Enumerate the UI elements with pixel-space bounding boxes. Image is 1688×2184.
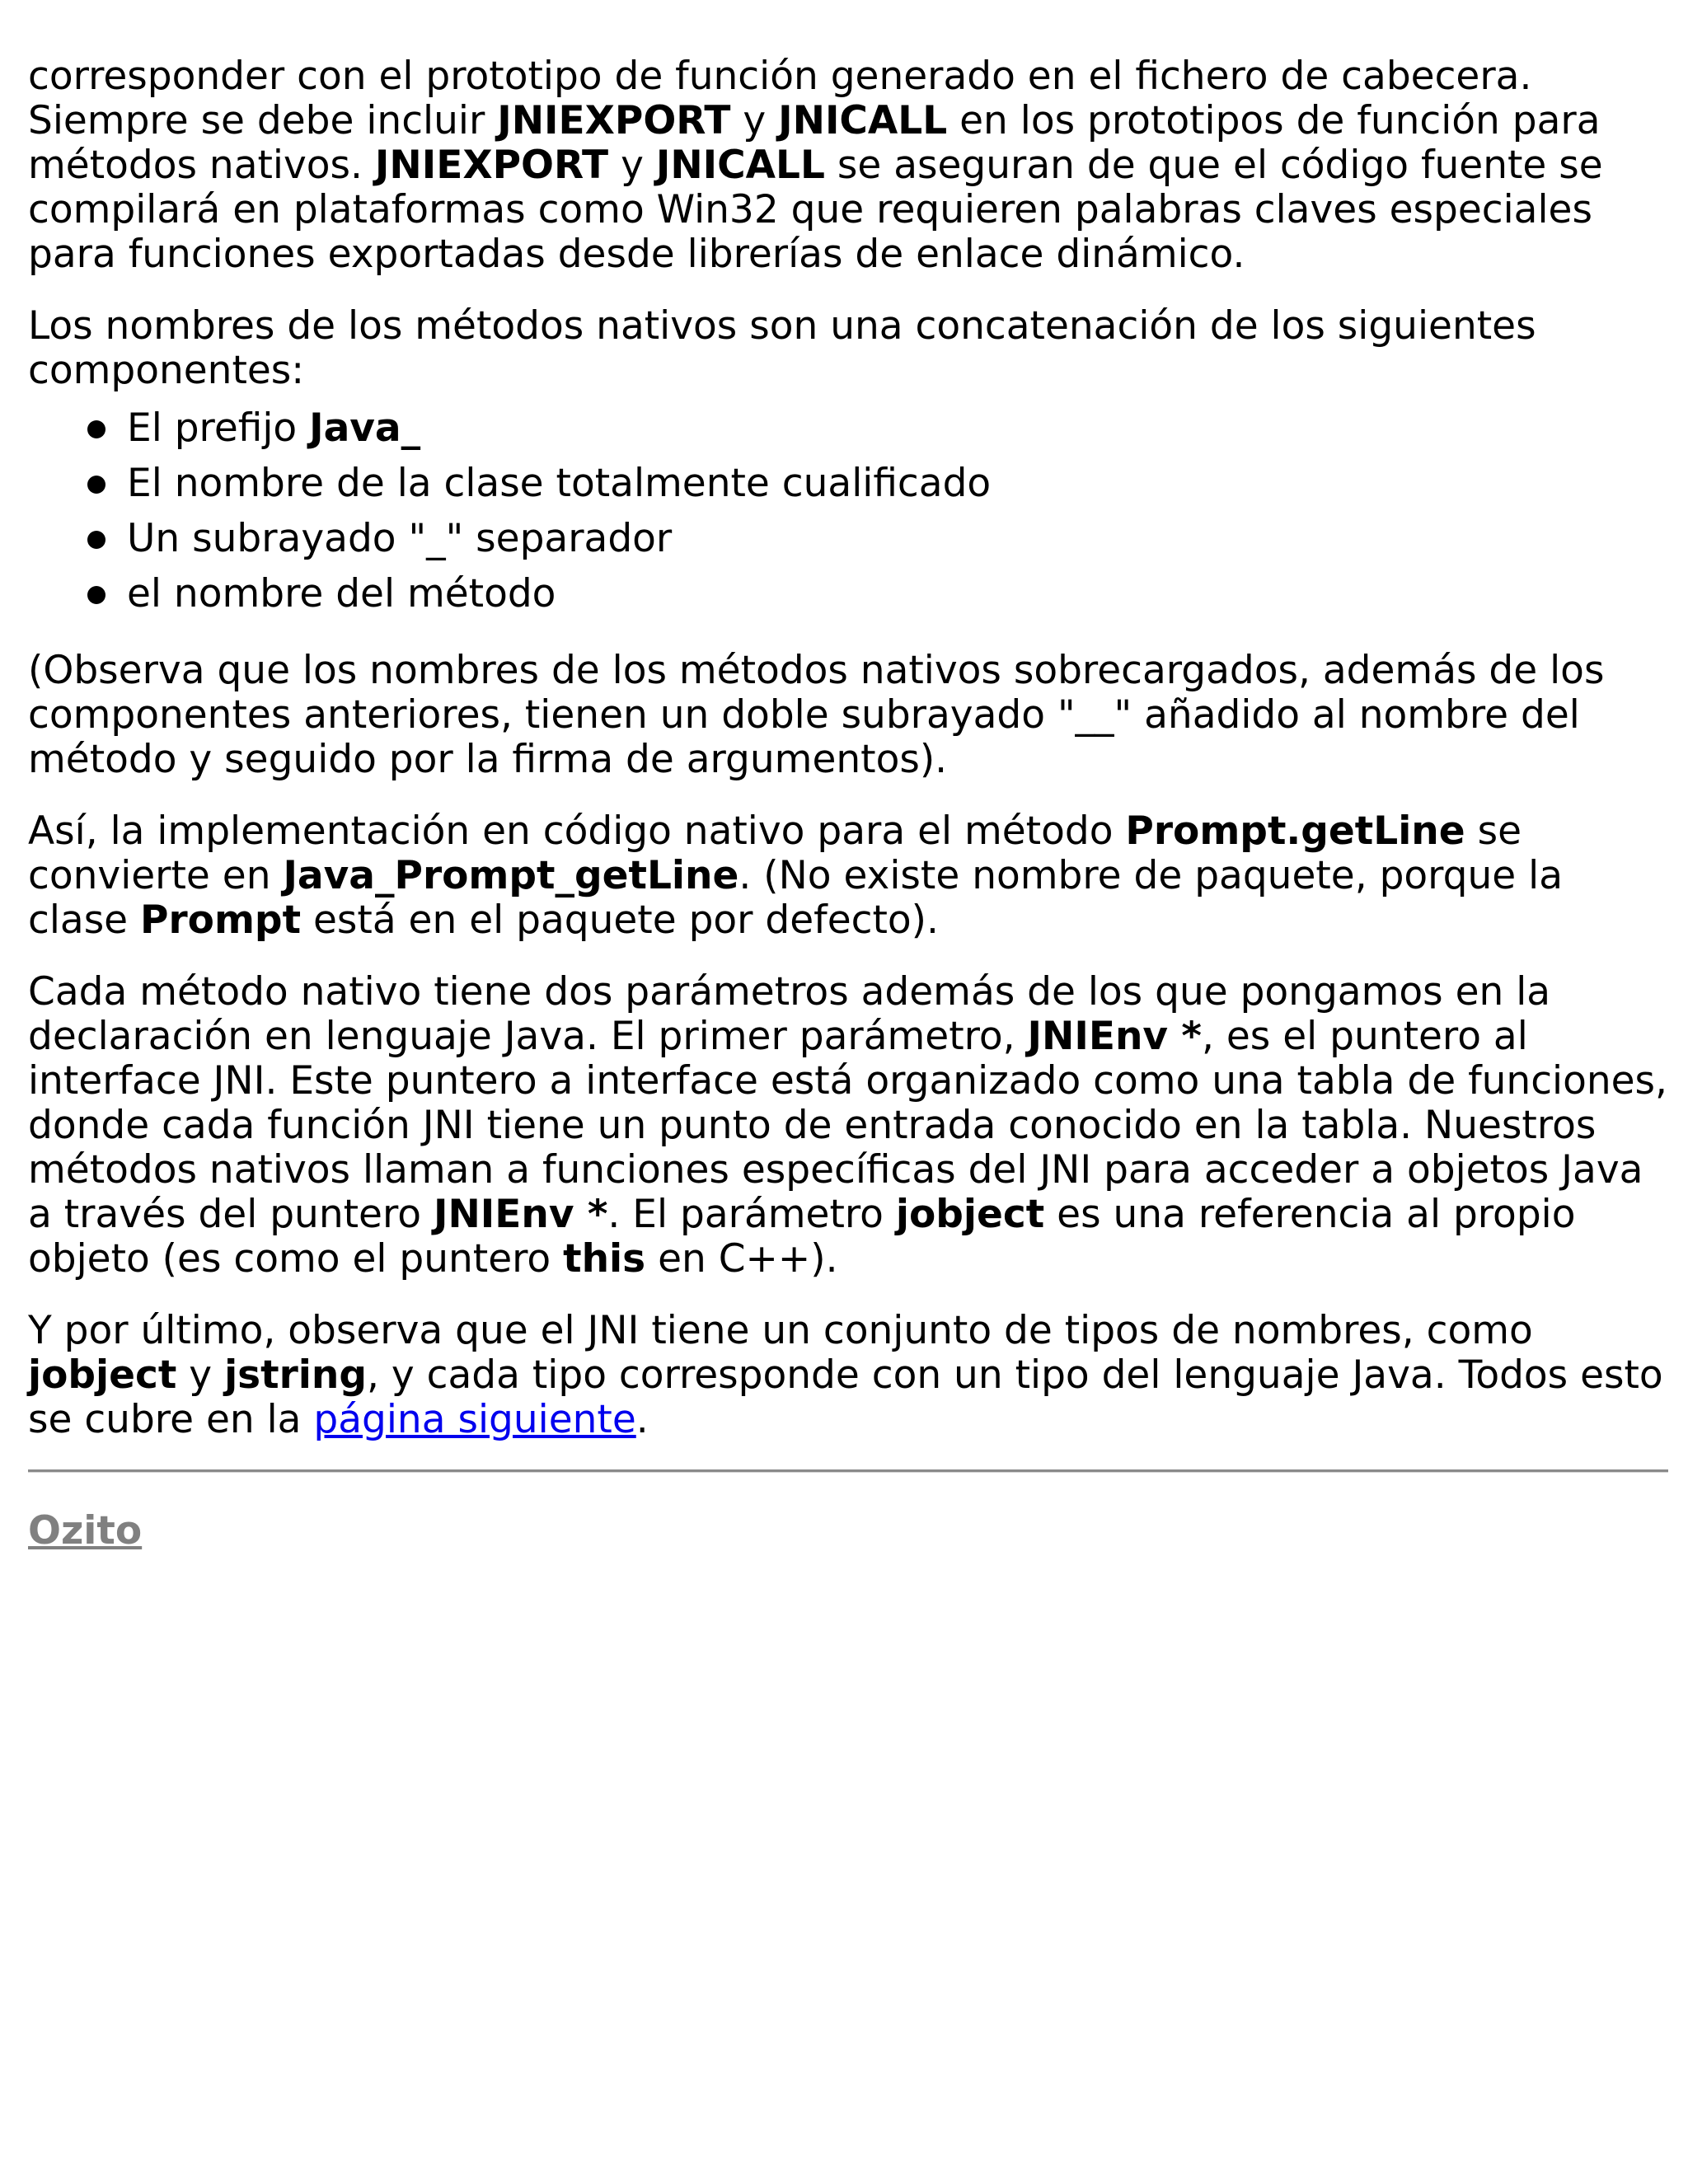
keyword-jniexport: JNIEXPORT [374,143,609,188]
keyword-jnicall: JNICALL [778,98,948,143]
text-segment: se aseguran de que el código fuente se compilará en plataformas como Win32 que requieren palabras claves especiales para funciones exportadas desde librerías de enlace dinámico. [28,143,1603,277]
text-segment: está en el paquete por defecto). [301,898,939,943]
keyword-jstring: jstring [224,1352,368,1398]
list-item [127,566,1668,621]
text-segment: . (No existe nombre de paquete, porque la clase [28,853,1564,943]
next-page-link[interactable]: página siguiente [313,1397,636,1442]
text-segment: Cada método nativo tiene dos parámetros además de los que pongamos en la declaración en lenguaje Java. El primer parámetro, [28,969,1551,1059]
keyword-jnienv: JNIEnv * [433,1192,608,1237]
document-body [28,54,1668,1554]
text-segment: , y cada tipo corresponde con un tipo del lenguaje Java. Todos esto se cubre en la [28,1352,1663,1442]
list-item [127,511,1668,566]
keyword-java-prompt-getline: Java_Prompt_getLine [283,853,739,898]
list-item [127,456,1668,511]
paragraph-jniexport [28,54,1668,277]
text-segment: y [608,143,656,188]
components-list [28,401,1668,621]
keyword-jniexport: JNIEXPORT [497,98,731,143]
ozito-link[interactable]: Ozito [28,1508,143,1554]
paragraph-overloaded-note: (Observa que los nombres de los métodos nativos sobrecargados, además de los componentes anteriores, tienen un doble subrayado "__" añadido al nombre del método y seguido por la firma de argumentos). [28,648,1605,782]
keyword-java-prefix: Java_ [309,405,421,451]
text-segment: , es el puntero al interface JNI. Este puntero a interface está organizado como una tabla de funciones, donde cada función JNI tiene un punto de entrada conocido en la tabla. Nuestros métodos nativos llaman a funciones específicas del JNI para acceder a objetos Java a través del puntero [28,1014,1667,1237]
text-segment: . [635,1397,649,1442]
text-segment: . El parámetro [607,1192,896,1237]
keyword-prompt: Prompt [140,898,302,943]
list-item-text: El prefijo [127,405,310,451]
paragraph-prompt-getline [28,809,1668,943]
list-item-text: El nombre de la clase totalmente cualificado [127,461,992,506]
text-segment: se convierte en [28,808,1522,898]
list-item-text: Un subrayado "_" separador [127,516,673,561]
paragraph-jni-types [28,1309,1668,1442]
bullet-icon [87,586,106,604]
keyword-this: this [563,1236,646,1282]
text-segment: es una referencia al propio objeto (es como el puntero [28,1192,1576,1282]
keyword-jnicall: JNICALL [655,143,825,188]
list-item [127,401,1668,456]
bullet-icon [87,531,106,549]
text-segment: en C++). [645,1236,838,1282]
list-item-text: el nombre del método [127,571,556,616]
bullet-icon [87,420,106,438]
keyword-prompt-getline: Prompt.getLine [1125,808,1465,854]
divider [28,1469,1668,1473]
paragraph-method-names: Los nombres de los métodos nativos son una concatenación de los siguientes componentes: [28,303,1536,393]
text-segment: corresponder con el prototipo de función generado en el fichero de cabecera. Siempre se debe incluir [28,54,1532,143]
text-segment: Y por último, observa que el JNI tiene un conjunto de tipos de nombres, como [28,1308,1533,1353]
text-segment: Así, la implementación en código nativo para el método [28,808,1126,854]
keyword-jobject: jobject [28,1352,177,1398]
paragraph-native-params [28,970,1668,1282]
keyword-jnienv: JNIEnv * [1027,1014,1203,1059]
text-segment: y [176,1352,225,1398]
text-segment: en los prototipos de función para métodos nativos. [28,98,1601,188]
keyword-jobject: jobject [895,1192,1045,1237]
bullet-icon [87,476,106,494]
text-segment: y [730,98,779,143]
